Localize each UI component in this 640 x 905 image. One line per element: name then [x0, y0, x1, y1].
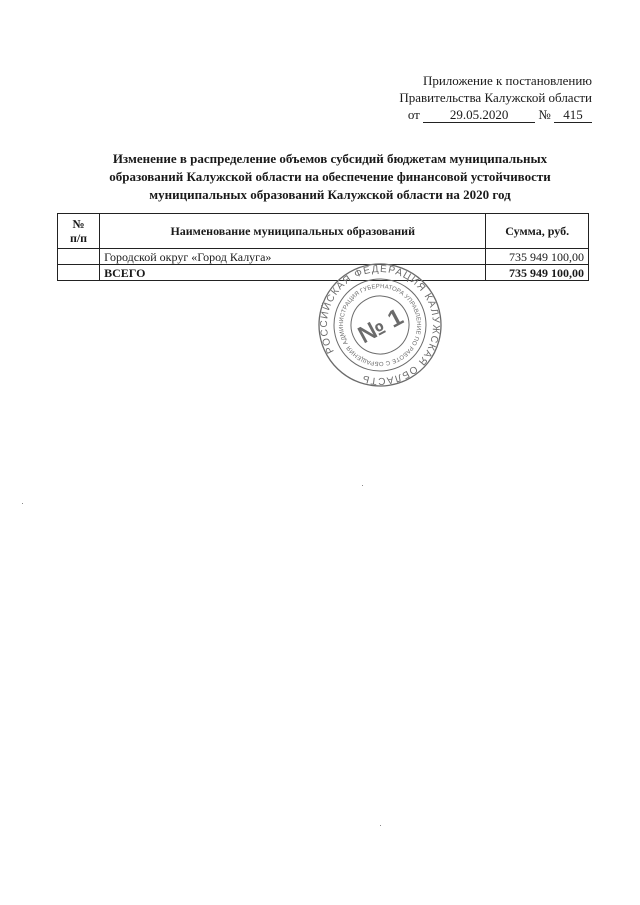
- header-name: Наименование муниципальных образований: [100, 214, 486, 249]
- scan-speck: [362, 485, 363, 486]
- row-sum: 735 949 100,00: [486, 249, 589, 265]
- total-sum: 735 949 100,00: [486, 265, 589, 281]
- number-label: №: [538, 107, 551, 122]
- official-stamp: [317, 262, 443, 388]
- header-number-line-2: п/п: [69, 231, 88, 245]
- appendix-line-1: Приложение к постановлению: [422, 73, 592, 88]
- resolution-date: 29.05.2020: [423, 108, 535, 123]
- scan-speck: [380, 825, 381, 826]
- stamp-center-number: № 1: [353, 303, 408, 350]
- header-number-line-1: №: [72, 217, 85, 231]
- appendix-header: [332, 72, 592, 123]
- total-name: ВСЕГО: [100, 265, 486, 281]
- row-number: [58, 249, 100, 265]
- stamp-outer-text: РОССИЙСКАЯ ФЕДЕРАЦИЯ КАЛУЖСКАЯ ОБЛАСТЬ: [318, 263, 442, 387]
- resolution-number: 415: [554, 108, 592, 123]
- title-line-1: Изменение в распределение объемов субсидий бюджетам муниципальных: [112, 151, 548, 166]
- appendix-dateline: [332, 106, 592, 123]
- total-number: [58, 265, 100, 281]
- appendix-line-2: Правительства Калужской области: [399, 90, 592, 105]
- title-line-2: образований Калужской области на обеспечение финансовой устойчивости: [109, 169, 551, 184]
- header-number: [58, 214, 100, 249]
- header-sum: Сумма, руб.: [486, 214, 589, 249]
- table-header-row: [58, 214, 589, 249]
- from-label: от: [407, 107, 420, 122]
- document-title: [60, 150, 600, 204]
- stamp-inner-text: АДМИНИСТРАЦИЯ ГУБЕРНАТОРА УПРАВЛЕНИЕ ПО РАБОТЕ С ОБРАЩЕНИЯМИ: [338, 283, 422, 367]
- scan-speck: [22, 503, 23, 504]
- row-name: Городской округ «Город Калуга»: [100, 249, 486, 265]
- title-line-3: муниципальных образований Калужской области на 2020 год: [149, 187, 511, 202]
